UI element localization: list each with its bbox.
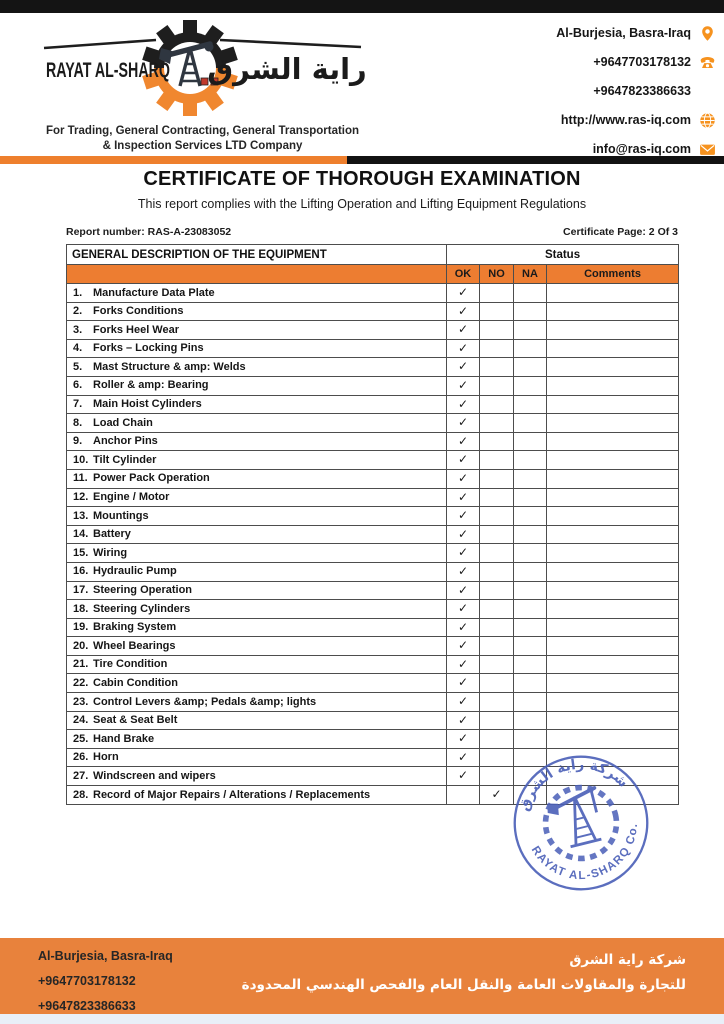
na-cell: [514, 451, 547, 470]
ok-cell: [447, 321, 480, 340]
check-icon: ✓: [457, 601, 469, 616]
table-row: [67, 339, 679, 358]
no-cell: [480, 432, 514, 451]
no-cell: [480, 637, 514, 656]
ok-cell: [447, 730, 480, 749]
comments-cell: [547, 600, 679, 619]
envelope-icon: [698, 141, 716, 158]
table-row: [67, 284, 679, 303]
row-number: 27.: [73, 769, 89, 782]
ok-cell: [447, 284, 480, 303]
row-number: 1.: [73, 286, 83, 299]
row-label: Wiring: [93, 546, 128, 559]
row-description-cell: [67, 507, 447, 526]
na-cell: [514, 321, 547, 340]
contact-line-website: [556, 111, 716, 129]
row-label: Cabin Condition: [93, 676, 178, 689]
na-cell: [514, 730, 547, 749]
row-description-cell: [67, 525, 447, 544]
check-icon: ✓: [457, 470, 469, 485]
status-subheader-blank: [67, 265, 447, 284]
no-cell: [480, 488, 514, 507]
row-number: 10.: [73, 453, 89, 466]
check-icon: ✓: [457, 452, 469, 467]
row-label: Forks Heel Wear: [93, 323, 180, 336]
table-row: [67, 507, 679, 526]
row-number: 3.: [73, 323, 83, 336]
row-label: Engine / Motor: [93, 491, 170, 504]
no-cell: [480, 414, 514, 433]
footer-contact: [38, 947, 173, 1015]
check-icon: ✓: [457, 675, 469, 690]
page-title: CERTIFICATE OF THOROUGH EXAMINATION: [143, 168, 581, 190]
col-header-comments: Comments: [547, 265, 679, 284]
row-description-cell: [67, 451, 447, 470]
check-icon: ✓: [457, 508, 469, 523]
no-cell: [480, 339, 514, 358]
comments-cell: [547, 488, 679, 507]
comments-cell: [547, 451, 679, 470]
row-number: 14.: [73, 528, 89, 541]
check-icon: ✓: [457, 377, 469, 392]
col-header-no: NO: [480, 265, 514, 284]
row-description-cell: [67, 562, 447, 581]
comments-cell: [547, 469, 679, 488]
tagline-line1: For Trading, General Contracting, General Transportation: [45, 125, 360, 137]
check-icon: ✓: [491, 787, 502, 802]
table-row: [67, 562, 679, 581]
row-description-cell: [67, 321, 447, 340]
comments-cell: [547, 674, 679, 693]
row-label: Forks Conditions: [93, 305, 184, 318]
row-description-cell: [67, 600, 447, 619]
na-cell: [514, 339, 547, 358]
comments-cell: [547, 655, 679, 674]
contact-info: [556, 24, 716, 158]
footer-bar: [0, 938, 724, 1014]
comments-cell: [547, 562, 679, 581]
ok-cell: [447, 693, 480, 712]
row-number: 21.: [73, 658, 89, 671]
footer-address: Al-Burjesia, Basra-Iraq: [38, 949, 173, 963]
check-icon: ✓: [457, 563, 469, 578]
row-number: 7.: [73, 398, 83, 411]
phone-icon: [698, 54, 716, 71]
company-name-en: RAYAT AL-SHARQ: [46, 59, 170, 82]
row-label: Wheel Bearings: [93, 639, 176, 652]
table-row: [67, 321, 679, 340]
row-label: Steering Operation: [93, 584, 193, 596]
row-label: Load Chain: [93, 416, 153, 429]
comments-cell: [547, 711, 679, 730]
check-icon: ✓: [457, 638, 469, 653]
check-icon: ✓: [457, 582, 469, 597]
row-description-cell: [67, 748, 447, 767]
na-cell: [514, 414, 547, 433]
check-icon: ✓: [457, 545, 469, 560]
row-description-cell: [67, 711, 447, 730]
description-header: GENERAL DESCRIPTION OF THE EQUIPMENT: [67, 245, 447, 265]
contact-line-address: [556, 24, 716, 42]
na-cell: [514, 395, 547, 414]
table-row: [67, 469, 679, 488]
na-cell: [514, 674, 547, 693]
certificate-page-number: Certificate Page: 2 Of 3: [563, 226, 678, 238]
row-description-cell: [67, 395, 447, 414]
equipment-checklist-table: [66, 244, 679, 805]
ok-cell: [447, 376, 480, 395]
comments-cell: [547, 284, 679, 303]
row-number: 8.: [73, 416, 83, 429]
no-cell: [480, 618, 514, 637]
no-cell: [480, 674, 514, 693]
table-row: [67, 544, 679, 563]
comments-cell: [547, 507, 679, 526]
no-cell: [480, 507, 514, 526]
stamp-arabic-text: شركة راية الشرق: [516, 756, 632, 814]
row-description-cell: [67, 302, 447, 321]
status-header: Status: [447, 245, 679, 265]
row-description-cell: [67, 414, 447, 433]
row-description-cell: [67, 618, 447, 637]
row-label: Tire Condition: [93, 658, 168, 671]
table-row: [67, 395, 679, 414]
row-number: 4.: [73, 342, 83, 355]
no-cell: [480, 562, 514, 581]
ok-cell: [447, 544, 480, 563]
ok-cell: [447, 525, 480, 544]
row-number: 2.: [73, 305, 83, 318]
comments-cell: [547, 581, 679, 600]
table-row: [67, 618, 679, 637]
na-cell: [514, 581, 547, 600]
comments-cell: [547, 414, 679, 433]
no-cell: [480, 730, 514, 749]
table-row: [67, 600, 679, 619]
logo-swoosh-left: [44, 40, 156, 48]
table-row: [67, 693, 679, 712]
row-description-cell: [67, 730, 447, 749]
comments-cell: [547, 321, 679, 340]
no-cell: [480, 525, 514, 544]
ok-cell: [447, 339, 480, 358]
check-icon: ✓: [457, 731, 469, 746]
table-row: [67, 711, 679, 730]
checklist-body: [67, 284, 679, 805]
col-header-ok: OK: [447, 265, 480, 284]
row-number: 11.: [73, 472, 88, 485]
table-row: [67, 730, 679, 749]
row-number: 20.: [73, 639, 89, 652]
row-description-cell: [67, 376, 447, 395]
ok-cell: [447, 469, 480, 488]
check-icon: ✓: [457, 749, 469, 764]
table-row: [67, 637, 679, 656]
row-description-cell: [67, 469, 447, 488]
row-number: 12.: [73, 491, 89, 504]
row-number: 9.: [73, 435, 83, 448]
check-icon: ✓: [457, 433, 469, 448]
na-cell: [514, 544, 547, 563]
footer-company-arabic: شركة راية الشرق: [569, 952, 686, 968]
divider-orange-bar: [0, 156, 347, 164]
comments-cell: [547, 693, 679, 712]
check-icon: ✓: [457, 322, 469, 337]
no-cell: [480, 544, 514, 563]
row-label: Windscreen and wipers: [93, 769, 216, 782]
ok-cell: [447, 637, 480, 656]
row-number: 23.: [73, 695, 89, 708]
row-label: Main Hoist Cylinders: [93, 398, 202, 411]
ok-cell: [447, 581, 480, 600]
na-cell: [514, 507, 547, 526]
ok-cell: [447, 395, 480, 414]
row-description-cell: [67, 693, 447, 712]
footer-arabic: [242, 948, 686, 998]
row-number: 28.: [73, 788, 89, 801]
na-cell: [514, 358, 547, 377]
table-row: [67, 432, 679, 451]
row-number: 18.: [73, 602, 89, 615]
row-number: 25.: [73, 732, 89, 745]
check-icon: ✓: [457, 340, 469, 355]
row-label: Record of Major Repairs / Alterations / Replacements: [93, 788, 371, 801]
check-icon: ✓: [457, 712, 469, 727]
contact-line-phone1: [556, 53, 716, 71]
row-label: Seat & Seat Belt: [93, 714, 178, 727]
icon-spacer: [698, 83, 716, 100]
no-cell: [480, 284, 514, 303]
row-description-cell: [67, 674, 447, 693]
row-label: Anchor Pins: [93, 435, 158, 448]
ok-cell: [447, 786, 480, 805]
page-subtitle: This report complies with the Lifting Operation and Lifting Equipment Regulations: [137, 197, 587, 211]
row-label: Roller & amp: Bearing: [93, 379, 209, 392]
na-cell: [514, 302, 547, 321]
no-cell: [480, 693, 514, 712]
na-cell: [514, 618, 547, 637]
na-cell: [514, 600, 547, 619]
no-cell: [480, 376, 514, 395]
table-row: [67, 581, 679, 600]
row-number: 6.: [73, 379, 83, 392]
comments-cell: [547, 432, 679, 451]
website-text: http://www.ras-iq.com: [560, 113, 691, 127]
comments-cell: [547, 618, 679, 637]
no-cell: [480, 748, 514, 767]
row-description-cell: [67, 284, 447, 303]
row-description-cell: [67, 432, 447, 451]
row-label: Mountings: [93, 509, 149, 522]
ok-cell: [447, 358, 480, 377]
na-cell: [514, 711, 547, 730]
no-cell: [480, 600, 514, 619]
no-cell: [480, 451, 514, 470]
row-number: 22.: [73, 676, 89, 689]
na-cell: [514, 488, 547, 507]
ok-cell: [447, 451, 480, 470]
table-header-row-2: [67, 265, 679, 284]
table-row: [67, 655, 679, 674]
table-row: [67, 358, 679, 377]
footer-phone1: +9647703178132: [38, 974, 136, 988]
row-description-cell: [67, 581, 447, 600]
row-description-cell: [67, 637, 447, 656]
logo-swoosh-right: [220, 40, 361, 47]
ok-cell: [447, 432, 480, 451]
row-label: Forks – Locking Pins: [93, 342, 204, 355]
row-label: Hand Brake: [93, 732, 155, 745]
check-icon: ✓: [457, 694, 469, 709]
footer-phone2: +9647823386633: [38, 999, 136, 1013]
no-cell: [480, 469, 514, 488]
comments-cell: [547, 358, 679, 377]
table-row: [67, 376, 679, 395]
address-text: Al-Burjesia, Basra-Iraq: [556, 26, 691, 40]
row-description-cell: [67, 488, 447, 507]
na-cell: [514, 284, 547, 303]
na-cell: [514, 562, 547, 581]
check-icon: ✓: [457, 415, 469, 430]
row-label: Braking System: [93, 621, 177, 634]
row-label: Control Levers &amp; Pedals &amp; lights: [93, 695, 317, 708]
na-cell: [514, 432, 547, 451]
table-row: [67, 674, 679, 693]
table-row: [67, 302, 679, 321]
na-cell: [514, 637, 547, 656]
ok-cell: [447, 618, 480, 637]
row-label: Battery: [93, 528, 131, 541]
comments-cell: [547, 339, 679, 358]
top-black-bar: [0, 0, 724, 13]
row-label: Tilt Cylinder: [93, 453, 157, 466]
ok-cell: [447, 748, 480, 767]
row-description-cell: [67, 544, 447, 563]
no-cell: [480, 395, 514, 414]
na-cell: [514, 376, 547, 395]
row-number: 26.: [73, 751, 89, 764]
email-text: info@ras-iq.com: [592, 142, 691, 156]
row-number: 5.: [73, 360, 83, 373]
check-icon: ✓: [457, 285, 469, 299]
ok-cell: [447, 600, 480, 619]
comments-cell: [547, 637, 679, 656]
phone1-text: +9647703178132: [593, 55, 691, 69]
no-cell: [480, 321, 514, 340]
table-row: [67, 451, 679, 470]
no-cell: [480, 711, 514, 730]
check-icon: ✓: [457, 656, 469, 671]
row-number: 19.: [73, 621, 89, 634]
row-label: Horn: [93, 751, 119, 764]
na-cell: [514, 655, 547, 674]
table-row: [67, 414, 679, 433]
contact-line-phone2: [556, 82, 716, 100]
check-icon: ✓: [457, 396, 469, 411]
ok-cell: [447, 711, 480, 730]
no-cell: [480, 581, 514, 600]
table-row: [67, 488, 679, 507]
report-number: Report number: RAS-A-23083052: [66, 226, 232, 238]
comments-cell: [547, 376, 679, 395]
phone2-text: +9647823386633: [593, 84, 691, 98]
row-description-cell: [67, 786, 447, 805]
comments-cell: [547, 544, 679, 563]
tagline-line2: & Inspection Services LTD Company: [102, 140, 303, 152]
row-description-cell: [67, 767, 447, 786]
na-cell: [514, 525, 547, 544]
no-cell: [480, 302, 514, 321]
check-icon: ✓: [457, 359, 469, 374]
row-description-cell: [67, 655, 447, 674]
check-icon: ✓: [457, 768, 469, 783]
row-number: 24.: [73, 714, 89, 727]
divider-black-bar: [347, 156, 724, 164]
location-pin-icon: [698, 25, 716, 42]
check-icon: ✓: [457, 619, 469, 634]
row-description-cell: [67, 358, 447, 377]
company-tagline: [30, 124, 375, 154]
row-label: Hydraulic Pump: [93, 565, 177, 578]
comments-cell: [547, 395, 679, 414]
row-description-cell: [67, 339, 447, 358]
ok-cell: [447, 655, 480, 674]
footer-description-arabic: للتجارة والمقاولات العامة والنقل العام والفحص الهندسي المحدودة: [241, 977, 686, 993]
na-cell: [514, 469, 547, 488]
na-cell: [514, 693, 547, 712]
col-header-na: NA: [514, 265, 547, 284]
ok-cell: [447, 674, 480, 693]
ok-cell: [447, 767, 480, 786]
no-cell: [480, 655, 514, 674]
bottom-strip: [0, 1014, 724, 1024]
ok-cell: [447, 562, 480, 581]
company-name-ar: راية الشرق: [207, 52, 367, 86]
no-cell: [480, 358, 514, 377]
stamp-company-text: RAYAT AL-SHARQ Co.: [528, 822, 641, 883]
ok-cell: [447, 302, 480, 321]
report-meta-row: [66, 226, 678, 238]
row-number: 15.: [73, 546, 89, 559]
ok-cell: [447, 507, 480, 526]
table-row: [67, 525, 679, 544]
check-icon: ✓: [457, 489, 469, 504]
row-label: Power Pack Operation: [93, 472, 210, 485]
comments-cell: [547, 525, 679, 544]
row-number: 17.: [73, 584, 89, 596]
row-number: 13.: [73, 509, 89, 522]
check-icon: ✓: [457, 303, 469, 318]
logo-graphic: [30, 18, 375, 122]
ok-cell: [447, 488, 480, 507]
row-number: 16.: [73, 565, 89, 578]
ok-cell: [447, 414, 480, 433]
company-logo: [30, 18, 375, 122]
row-label: Manufacture Data Plate: [93, 286, 215, 299]
check-icon: ✓: [457, 526, 469, 541]
globe-icon: [698, 112, 716, 129]
row-label: Steering Cylinders: [93, 602, 191, 615]
comments-cell: [547, 302, 679, 321]
row-label: Mast Structure & amp: Welds: [93, 360, 246, 373]
table-header-row-1: [67, 245, 679, 265]
